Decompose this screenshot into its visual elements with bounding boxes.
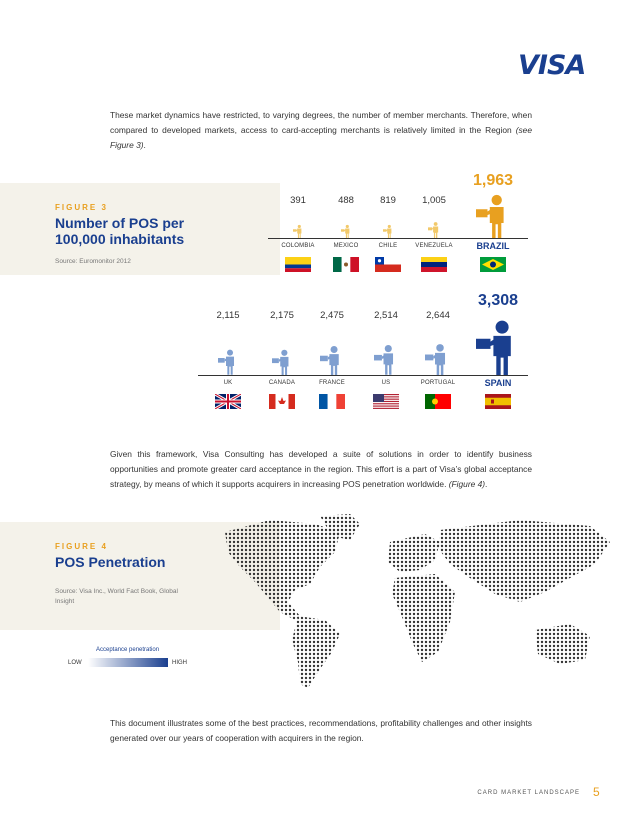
figure4-label: FIGURE 4 [55, 542, 108, 551]
category-label: CANADA [268, 380, 296, 386]
value-label: 1,963 [472, 172, 514, 189]
category-label: COLOMBIA [281, 243, 315, 249]
figure4-title: POS Penetration [55, 554, 166, 570]
asia [438, 520, 610, 602]
person-icon [383, 224, 394, 243]
figure3-title-line2: 100,000 inhabitants [55, 231, 185, 247]
category-label: VENEZUELA [415, 243, 453, 249]
chart-bar-brazil [453, 170, 533, 280]
south-america [292, 616, 340, 688]
flag-spain [485, 394, 511, 409]
north-america [225, 520, 340, 602]
paragraph-text: Given this framework, Visa Consulting has developed a suite of solutions in order to identify business opportunities and promote greater card acceptance in the region. This effort is a part of Visa’s global acceptance strategy, by means of which it supports acquirers in increasing POS penetration worldwide. [110, 449, 532, 489]
value-label: 2,475 [320, 310, 344, 321]
legend-gradient [88, 658, 168, 667]
australia [535, 624, 590, 664]
flag-brazil [480, 257, 506, 272]
africa [392, 574, 455, 662]
value-label: 2,644 [426, 310, 450, 321]
category-label: FRANCE [319, 380, 345, 386]
person-icon [293, 224, 304, 243]
paragraph-end: . [485, 479, 488, 489]
person-icon [428, 221, 441, 243]
category-label: PORTUGAL [420, 380, 456, 386]
flag-uk [215, 394, 241, 409]
figure3-panel [0, 183, 280, 275]
value-label: 3,308 [477, 292, 519, 309]
flag-venezuela [421, 257, 447, 272]
flag-portugal [425, 394, 451, 409]
figure3-title-line1: Number of POS per [55, 215, 185, 231]
page-number: 5 [593, 785, 600, 799]
europe [388, 534, 440, 572]
world-map [200, 512, 625, 692]
intro-paragraph [110, 108, 532, 153]
value-label: 1,005 [422, 195, 446, 206]
category-label: MEXICO [333, 243, 359, 249]
chart-latam [268, 170, 528, 280]
category-label: US [381, 380, 391, 386]
value-label: 488 [338, 195, 354, 206]
paragraph-text: These market dynamics have restricted, to varying degrees, the number of member merchants. Therefore, when compared to developed markets, access to card-accepting merchants is relatively limited in the Region [110, 110, 532, 135]
category-label: UK [223, 380, 233, 386]
visa-logo: VISA [518, 50, 586, 81]
framework-paragraph [110, 447, 532, 492]
figure3-label: FIGURE 3 [55, 203, 108, 212]
value-label: 2,175 [270, 310, 294, 321]
footer-section: CARD MARKET LANDSCAPE [477, 790, 580, 796]
paragraph-text: This document illustrates some of the best practices, recommendations, profitability challenges and other insights generated over our years of cooperation with acquirers in the region. [110, 718, 532, 743]
flag-france [319, 394, 345, 409]
legend-title: Acceptance penetration [96, 647, 160, 653]
chart-bar-spain [458, 290, 538, 415]
chart-developed [198, 290, 528, 415]
central-america [270, 600, 300, 620]
person-icon [476, 192, 511, 243]
value-label: 2,514 [374, 310, 398, 321]
value-label: 2,115 [216, 310, 240, 321]
legend-low: LOW [68, 660, 82, 666]
figure-reference: (see Figure 3) [110, 125, 532, 150]
category-label: CHILE [378, 243, 398, 249]
figure3-source: Source: Euromonitor 2012 [55, 258, 131, 265]
value-label: 819 [380, 195, 396, 206]
figure-reference: (Figure 4) [448, 479, 486, 489]
value-label: 391 [290, 195, 306, 206]
chart2-baseline [198, 375, 528, 376]
category-label: SPAIN [484, 378, 512, 388]
closing-paragraph [110, 716, 532, 746]
person-icon [476, 317, 520, 380]
flag-us [373, 394, 399, 409]
paragraph-end: . [143, 140, 146, 150]
chart1-baseline [268, 238, 528, 239]
category-label: BRAZIL [476, 241, 510, 251]
legend-high: HIGH [172, 660, 187, 666]
figure4-source: Source: Visa Inc., World Fact Book, Global Insight [55, 588, 178, 605]
